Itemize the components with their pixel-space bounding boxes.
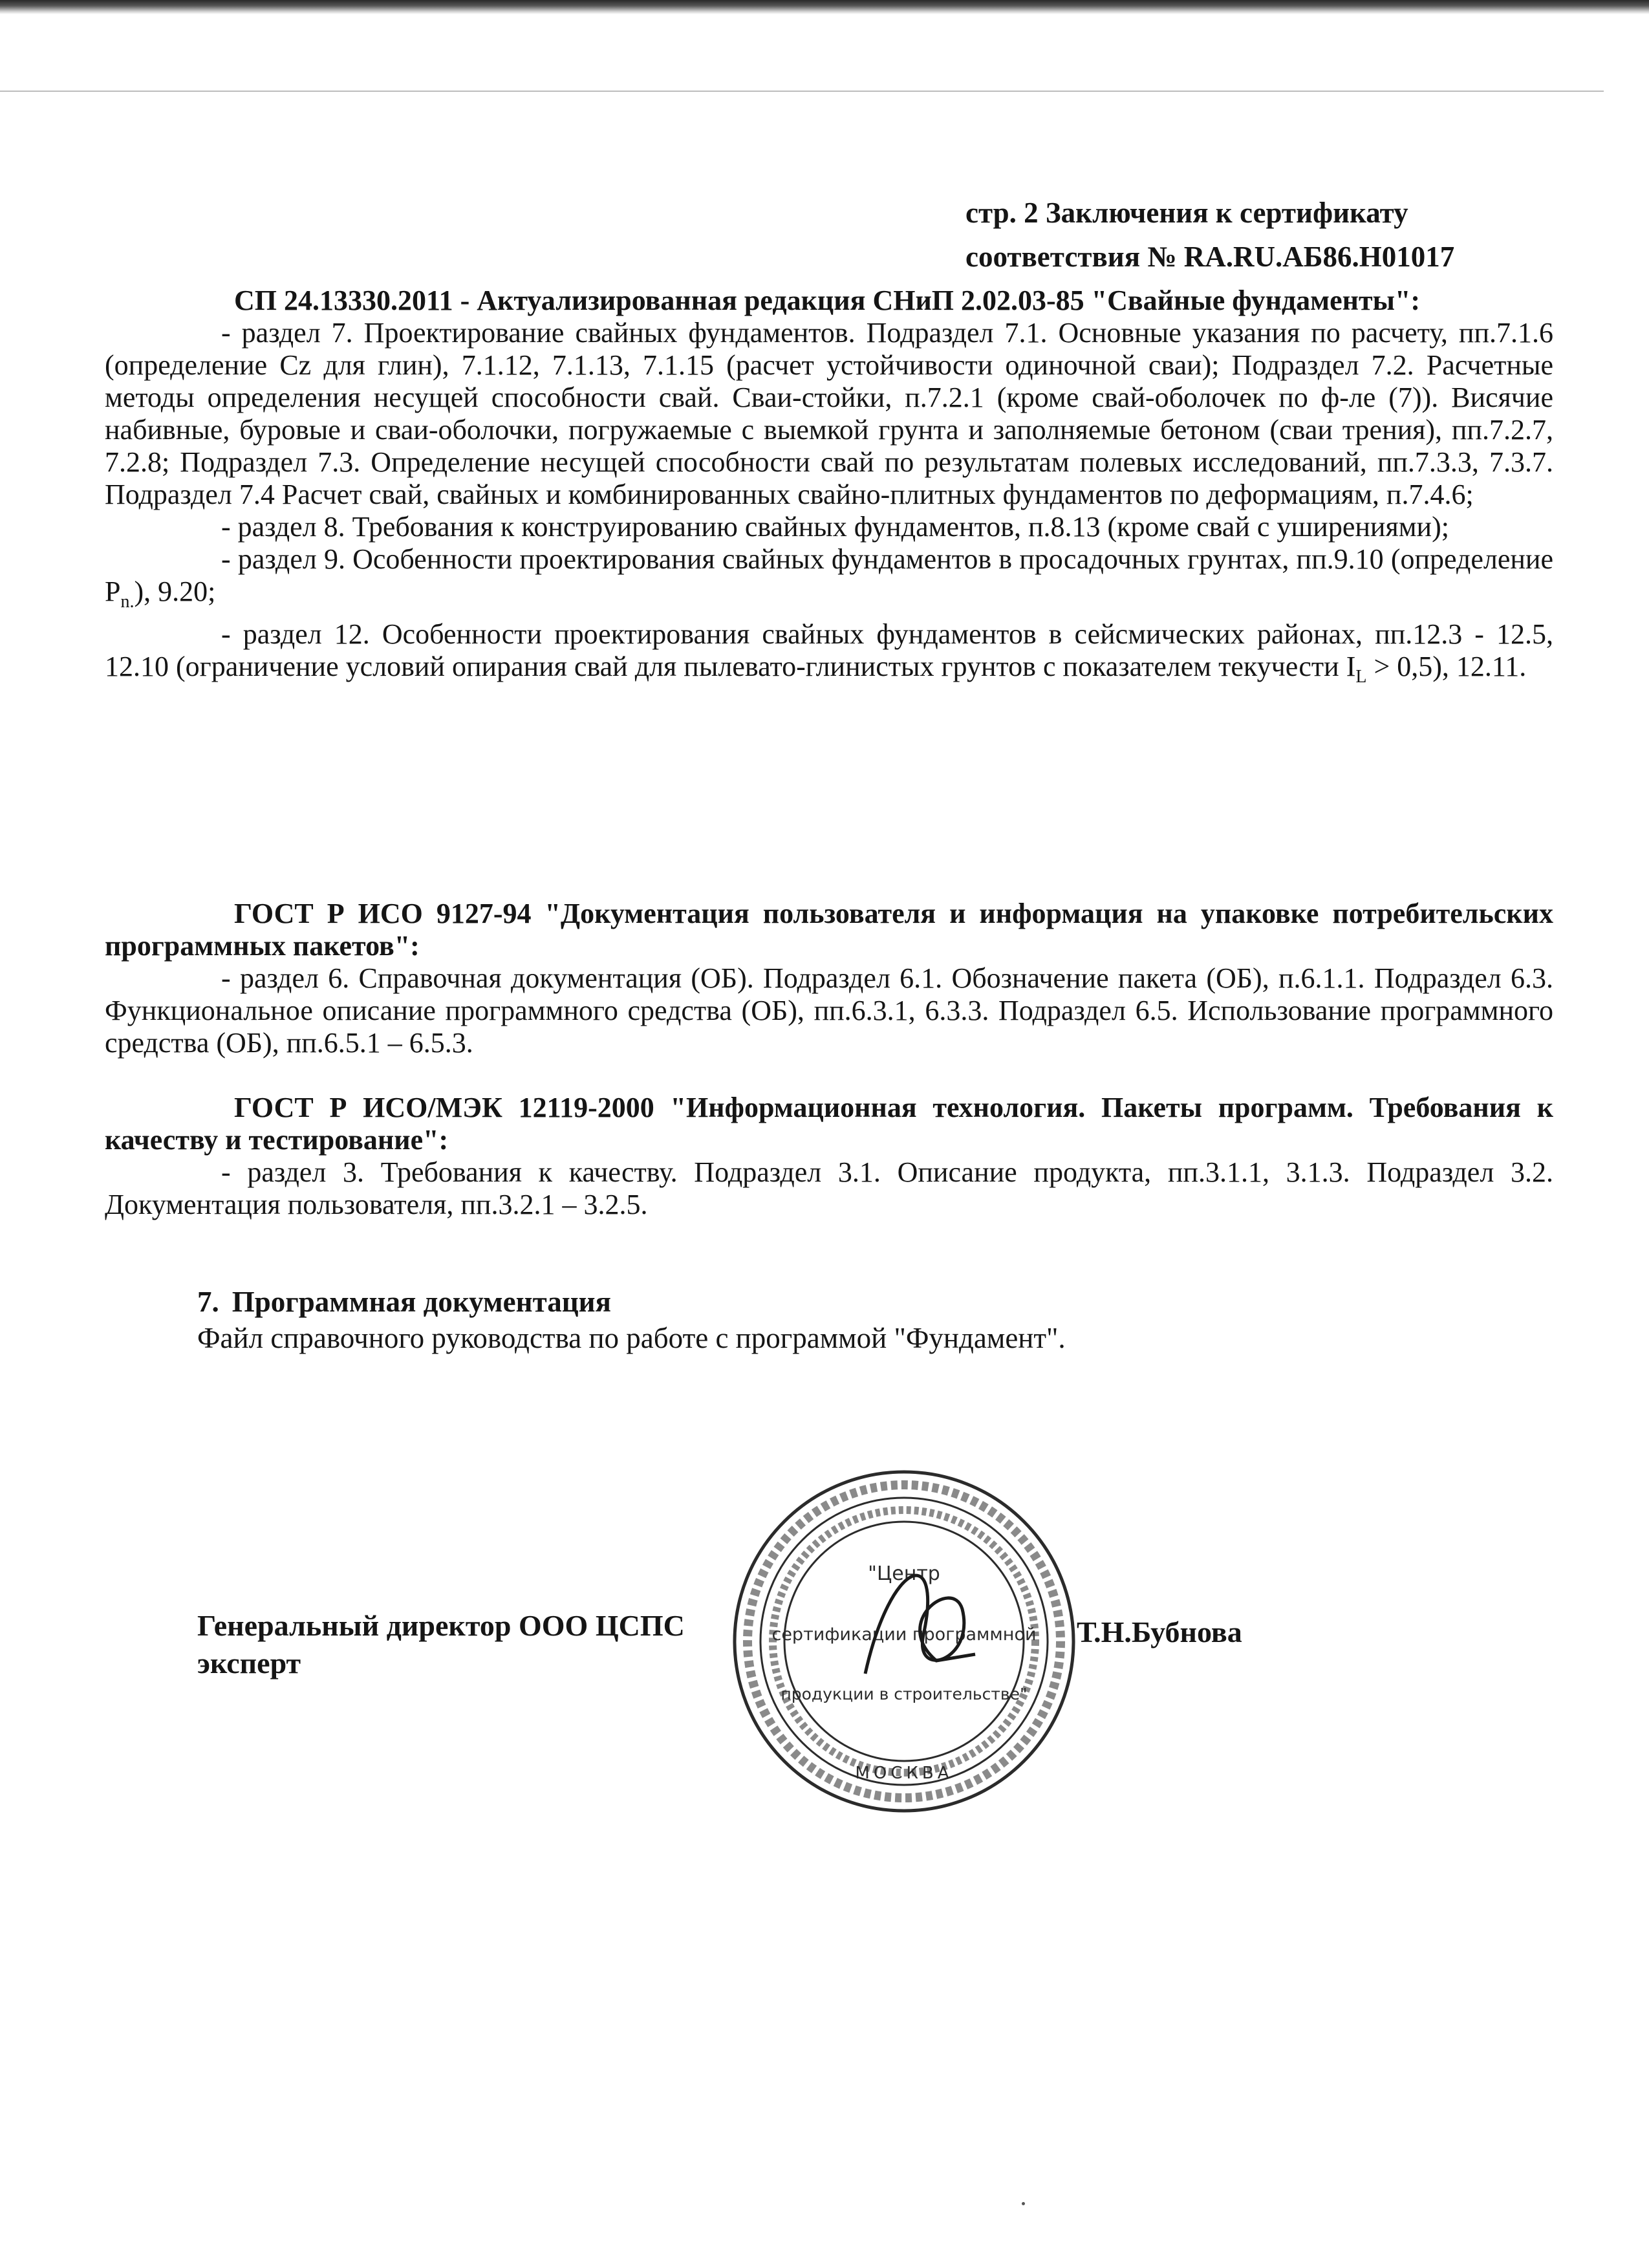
sp-item-7: - раздел 7. Проектирование свайных фундаментов. Подраздел 7.1. Основные указания по расчету, пп.7.1.6 (определение Cz для глин), 7.1.12, 7.1.13, 7.1.15 (расчет устойчивости одиночной сваи); Подраздел 7.2. Расчетные методы определения несущей способности свай. Сваи-стойки, п.7.2.1 (кроме свай-оболочек по ф-ле (7)). Висячие набивные, буровые и сваи-оболочки, погружаемые с выемкой грунта и заполняемые бетоном (сваи трения), пп.7.2.7, 7.2.8; Подраздел 7.3. Определение несущей способности свай по результатам полевых исследований, пп.7.3.3, 7.3.7. Подраздел 7.4 Расчет свай, свайных и комбинированных свайно-плитных фундаментов по деформациям, п.7.4.6;: [105, 317, 1553, 510]
gost-9127-section: [105, 898, 1553, 1059]
section-7-title: Программная документация: [232, 1286, 611, 1318]
stamp-center-line-1: "Центр: [868, 1562, 940, 1585]
sp-item-12: [105, 618, 1553, 693]
gost-12119-title: ГОСТ Р ИСО/МЭК 12119-2000 "Информационная технология. Пакеты программ. Требования к качеству и тестирование":: [105, 1092, 1553, 1156]
signer-name: Т.Н.Бубнова: [1077, 1615, 1242, 1648]
signer-role-line-1: Генеральный директор ООО ЦСПС: [197, 1609, 685, 1642]
section-7: [197, 1284, 1491, 1356]
sp-item-9-text-b: ), 9.20;: [134, 576, 216, 607]
signer-role: [197, 1607, 685, 1682]
stamp-center-line-3: продукции в строительстве": [781, 1685, 1028, 1703]
scan-speck: [1022, 2202, 1025, 2205]
sp-item-12-text-b: > 0,5), 12.11.: [1366, 650, 1527, 682]
signer-role-line-2: эксперт: [197, 1647, 301, 1679]
sp-item-9: [105, 543, 1553, 618]
section-7-number: 7.: [197, 1286, 219, 1318]
sp-item-12-text-a: - раздел 12. Особенности проектирования свайных фундаментов в сейсмических районах, пп.12.3 - 12.5, 12.10 (ограничение условий опирания свай для пылевато-глинистых грунтов с показателем текучести I: [105, 618, 1553, 682]
sp-item-12-subscript: L: [1355, 666, 1367, 687]
stamp-center-line-2: сертификации программной: [771, 1625, 1037, 1645]
section-7-text: Файл справочного руководства по работе с программой "Фундамент".: [197, 1322, 1066, 1354]
section-7-heading: [197, 1284, 1491, 1320]
page-header: [965, 191, 1547, 279]
sp-item-8: - раздел 8. Требования к конструированию свайных фундаментов, п.8.13 (кроме свай с уширениями);: [221, 511, 1449, 543]
stamp-city: МОСКВА: [855, 1764, 953, 1783]
scan-line: [0, 91, 1604, 92]
scan-top-edge: [0, 0, 1649, 14]
sp-item-9-text-a: - раздел 9. Особенности проектирования свайных фундаментов в просадочных грунтах, пп.9.10 (определение P: [105, 543, 1553, 607]
header-line-1: стр. 2 Заключения к сертификату: [965, 197, 1408, 229]
sp-section: [105, 285, 1553, 693]
header-line-2: соответствия № RA.RU.АБ86.Н01017: [965, 241, 1455, 273]
sp-title: СП 24.13330.2011 - Актуализированная редакция СНиП 2.02.03-85 "Свайные фундаменты":: [234, 285, 1421, 316]
organization-stamp: [729, 1467, 1079, 1816]
gost-9127-item: - раздел 6. Справочная документация (ОБ). Подраздел 6.1. Обозначение пакета (ОБ), п.6.1.1. Подраздел 6.3. Функциональное описание программного средства (ОБ), пп.6.3.1, 6.3.3. Подраздел 6.5. Использование программного средства (ОБ), пп.6.5.1 – 6.5.3.: [105, 962, 1553, 1059]
gost-9127-title: ГОСТ Р ИСО 9127-94 "Документация пользователя и информация на упаковке потребительских программных пакетов":: [105, 898, 1553, 962]
gost-12119-section: [105, 1092, 1553, 1221]
gost-12119-item: - раздел 3. Требования к качеству. Подраздел 3.1. Описание продукта, пп.3.1.1, 3.1.3. Подраздел 3.2. Документация пользователя, пп.3.2.1 – 3.2.5.: [105, 1156, 1553, 1220]
sp-item-9-subscript: n.: [120, 591, 135, 612]
